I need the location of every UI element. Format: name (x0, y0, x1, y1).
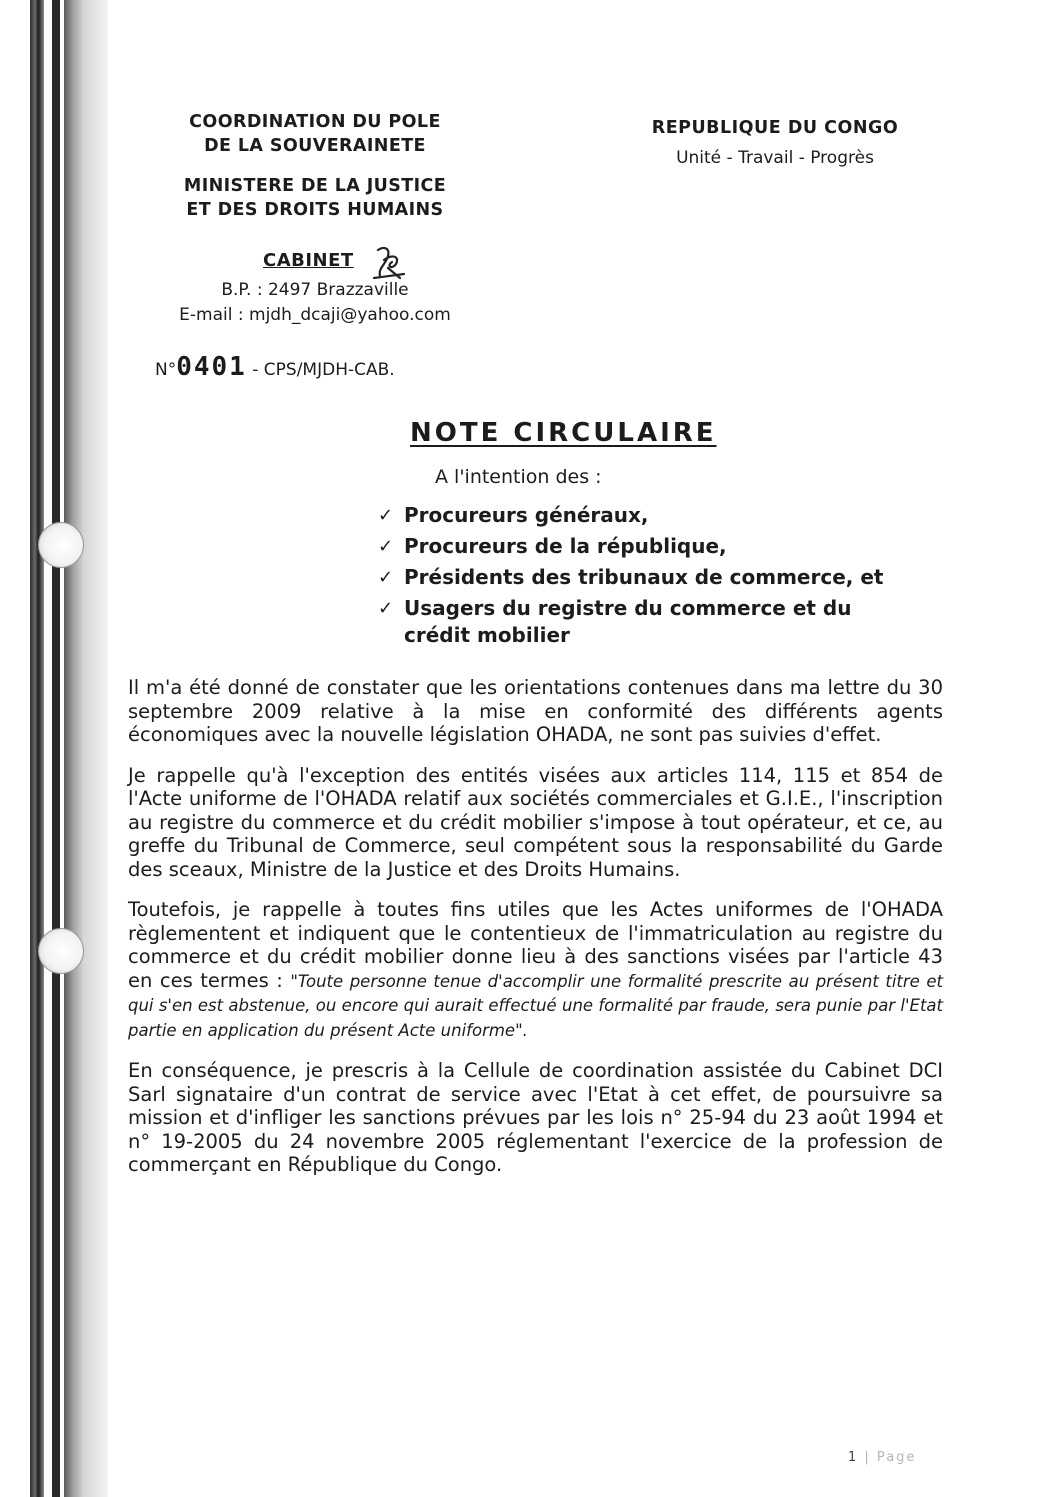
reference-prefix: N° (155, 360, 177, 380)
check-icon: ✓ (378, 536, 394, 557)
ministry-line-1: MINISTERE DE LA JUSTICE (183, 176, 447, 196)
document-title: NOTE CIRCULAIRE (410, 418, 717, 448)
recipient-item (378, 562, 948, 593)
recipient-continuation: crédit mobilier (404, 623, 570, 647)
page-number: 1 (848, 1450, 859, 1465)
recipient-item (378, 531, 948, 562)
article-43-quote: "Toute personne tenue d'accomplir une formalité prescrite au présent titre et qui s'en est abstenue, ou encore qui aurait effectué une formalité par fraude, sera punie par l'Etat partie en application du présent Acte uniforme". (128, 971, 943, 1040)
coordination-line-2: DE LA SOUVERAINETE (204, 136, 426, 156)
paragraph-3-intro: Toutefois, je rappelle à toutes fins utiles que les Actes uniformes de l'OHADA règlementent et indiquent que le contentieux de l'immatriculation au registre du commerce et du crédit mobilier donne lieu à des sanctions visées par l'article 43 en ces termes : (128, 898, 943, 992)
paragraph-2: Je rappelle qu'à l'exception des entités visées aux articles 114, 115 et 854 de l'Acte uniforme de l'OHADA relatif aux sociétés commerciales et G.I.E., l'inscription au registre du commerce et du crédit mobilier s'impose à tout opérateur, et ce, au greffe du Tribunal de Commerce, seul compétent sous la responsabilité du Garde des sceaux, Ministre de la Justice et des Droits Humains. (128, 763, 943, 881)
check-icon: ✓ (378, 598, 394, 619)
ministry-block (140, 174, 490, 222)
country-header (605, 118, 945, 168)
intention-line: A l'intention des : (435, 466, 602, 488)
document-body (128, 676, 943, 1194)
address-block (140, 278, 490, 328)
binding-rod (52, 0, 60, 1497)
page-footer (848, 1450, 916, 1465)
binding-shadow (64, 0, 108, 1497)
reference-stamp-number: 0401 (176, 352, 247, 382)
punch-hole-bottom (38, 928, 84, 974)
coordination-line-1: COORDINATION DU POLE (189, 112, 441, 132)
cabinet-label: CABINET (263, 250, 354, 271)
recipient-text: Procureurs généraux, (404, 503, 649, 527)
reference-suffix: - CPS/MJDH-CAB. (252, 360, 395, 380)
check-icon: ✓ (378, 567, 394, 588)
ministry-line-2: ET DES DROITS HUMAINS (186, 200, 444, 220)
postal-box: B.P. : 2497 Brazzaville (221, 280, 409, 300)
punch-hole-top (38, 522, 84, 568)
country-name: REPUBLIQUE DU CONGO (651, 118, 899, 138)
recipient-item (378, 593, 948, 646)
national-motto: Unité - Travail - Progrès (676, 148, 874, 168)
paragraph-1: Il m'a été donné de constater que les orientations contenues dans ma lettre du 30 septembre 2009 relative à la mise en conformité des différents agents économiques avec la nouvelle législation OHADA, ne sont pas suivies d'effet. (128, 676, 943, 746)
recipient-text: Procureurs de la république, (404, 534, 727, 558)
binding-strip (30, 0, 44, 1497)
recipient-text: Usagers du registre du commerce et du (404, 596, 852, 620)
email-address: E-mail : mjdh_dcaji@yahoo.com (179, 305, 451, 325)
recipient-text: Présidents des tribunaux de commerce, et (404, 565, 884, 589)
paragraph-3 (128, 898, 943, 1042)
coordination-block (140, 110, 490, 158)
check-icon: ✓ (378, 505, 394, 526)
page-label: | Page (864, 1450, 917, 1465)
initials-signature-icon (370, 244, 410, 282)
recipient-list (378, 500, 948, 646)
recipient-item (378, 500, 948, 531)
sender-header (140, 110, 490, 238)
paragraph-4: En conséquence, je prescris à la Cellule de coordination assistée du Cabinet DCI Sarl signataire d'un contrat de service avec l'Etat à cet effet, de poursuivre sa mission et d'infliger les sanctions prévues par les lois n° 25-94 du 23 août 1994 et n° 19-2005 du 24 novembre 2005 réglementant l'exercice de la profession de commerçant en République du Congo. (128, 1059, 943, 1176)
reference-number (155, 352, 395, 382)
